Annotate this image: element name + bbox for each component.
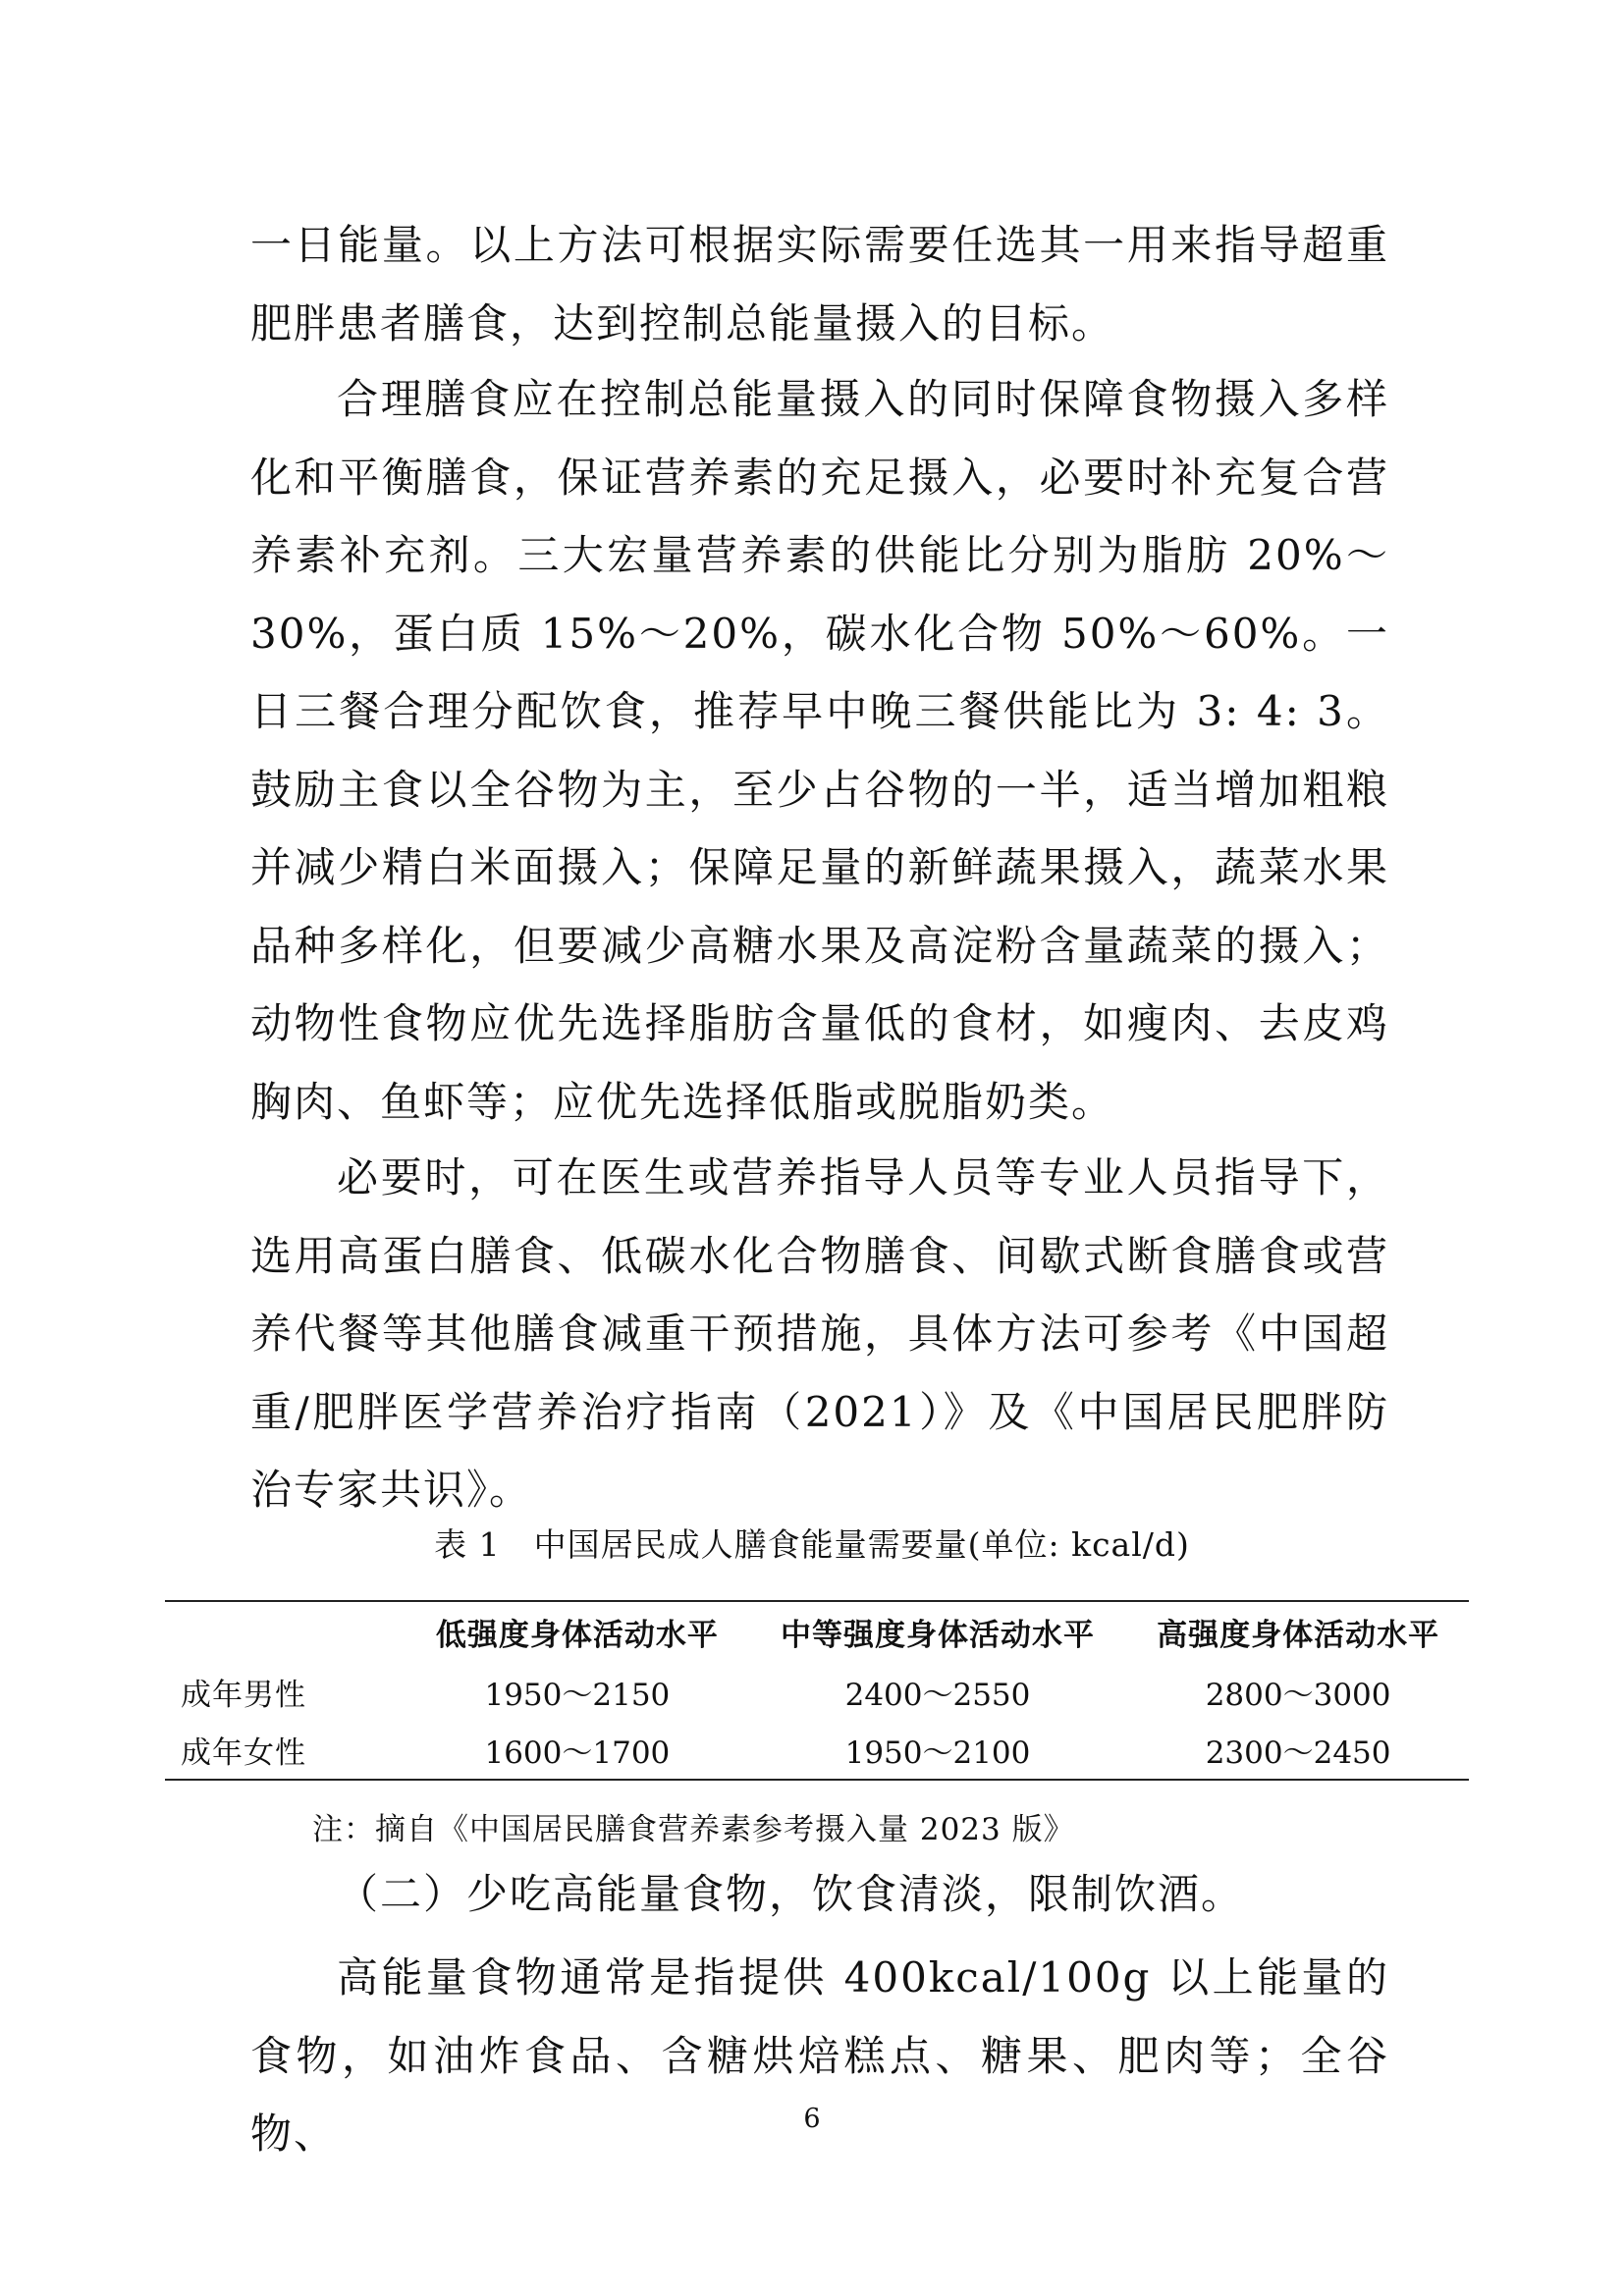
- table-cell: 2800～3000: [1205, 1677, 1391, 1713]
- table-cell: 1950～2100: [844, 1735, 1031, 1771]
- table-header-row: [165, 1601, 1469, 1662]
- section-heading: （二）少吃高能量食物，饮食清淡，限制饮酒。: [337, 1870, 1245, 1918]
- table-caption-number: 表 1: [434, 1525, 501, 1564]
- table-header-high-activity: 高强度身体活动水平: [1157, 1618, 1440, 1653]
- page-number: 6: [803, 2104, 821, 2134]
- table-header-corner: [165, 1601, 406, 1662]
- table-cell: 1600～1700: [484, 1735, 671, 1771]
- table-caption-title: 中国居民成人膳食能量需要量(单位: kcal/d): [533, 1525, 1190, 1564]
- table-row: [165, 1721, 1469, 1780]
- row-label-adult-female: 成年女性: [181, 1735, 306, 1771]
- table-caption: [0, 1520, 1624, 1566]
- paragraph-4: 高能量食物通常是指提供 400kcal/100g 以上能量的食物，如油炸食品、含糖烘焙糕点、糖果、肥肉等；全谷物、: [250, 1953, 1389, 2158]
- table-note: 注：摘自《中国居民膳食营养素参考摄入量 2023 版》: [312, 1812, 1075, 1847]
- paragraph-3: 必要时，可在医生或营养指导人员等专业人员指导下，选用高蛋白膳食、低碳水化合物膳食、间歇式断食膳食或营养代餐等其他膳食减重干预措施，具体方法可参考《中国超重/肥胖医学营养治疗指南（2021）》及《中国居民肥胖防治专家共识》。: [250, 1153, 1389, 1514]
- table-header-low-activity: 低强度身体活动水平: [435, 1618, 719, 1653]
- table-cell: 1950～2150: [484, 1677, 671, 1713]
- paragraph-1: 一日能量。以上方法可根据实际需要任选其一用来指导超重肥胖患者膳食，达到控制总能量摄入的目标。: [250, 221, 1389, 347]
- table-cell: 2400～2550: [844, 1677, 1031, 1713]
- energy-requirement-table: [165, 1600, 1469, 1781]
- table-row: [165, 1662, 1469, 1721]
- table-header-moderate-activity: 中等强度身体活动水平: [780, 1618, 1095, 1653]
- paragraph-2: 合理膳食应在控制总能量摄入的同时保障食物摄入多样化和平衡膳食，保证营养素的充足摄入，必要时补充复合营养素补充剂。三大宏量营养素的供能比分别为脂肪 20%～30%，蛋白质 15%～20%，碳水化合物 50%～60%。一日三餐合理分配饮食，推荐早中晚三餐供能比为 3: 4: 3。鼓励主食以全谷物为主，至少占谷物的一半，适当增加粗粮并减少精白米面摄入；保障足量的新鲜蔬果摄入，蔬菜水果品种多样化，但要减少高糖水果及高淀粉含量蔬菜的摄入；动物性食物应优先选择脂肪含量低的食材，如瘦肉、去皮鸡胸肉、鱼虾等；应优先选择低脂或脱脂奶类。: [250, 375, 1389, 1126]
- row-label-adult-male: 成年男性: [181, 1677, 306, 1713]
- table-cell: 2300～2450: [1205, 1735, 1391, 1771]
